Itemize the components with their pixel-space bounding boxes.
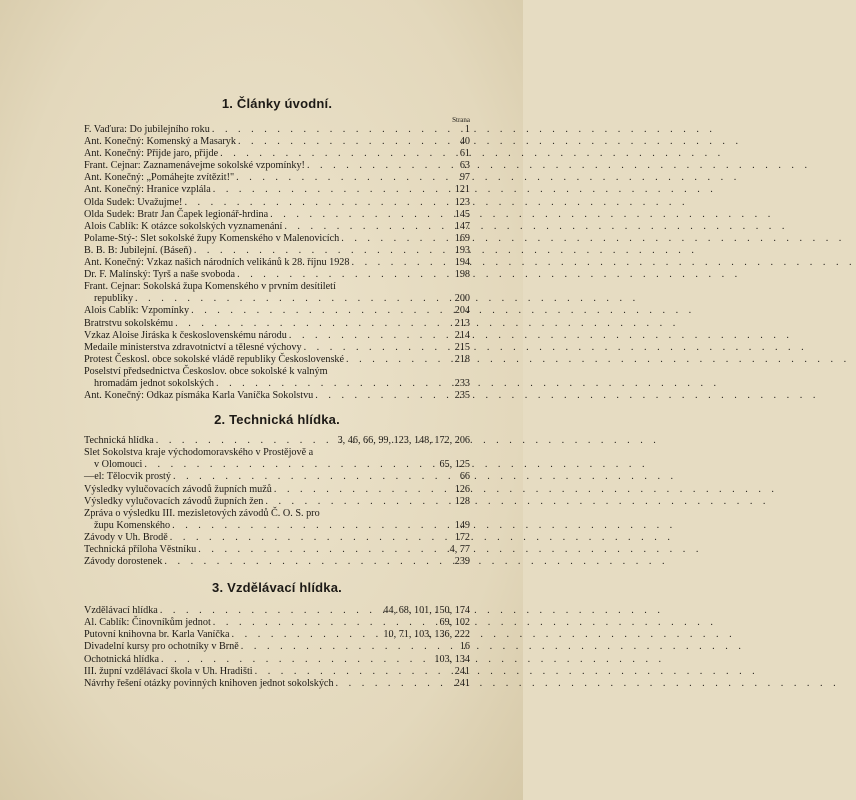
entry-title: hromadám jednot sokolských [94,377,214,389]
leader-dots [170,520,455,532]
entry-page: 241 [454,665,470,677]
toc-entry [84,184,470,196]
toc-entry [84,641,470,653]
toc-entry [84,471,470,483]
entry-title: Alois Cablík: Vzpomínky [84,305,190,317]
leader-dots [239,641,460,653]
entry-title: Medaile ministerstva zdravotnictví a tělesné výchovy [84,341,302,353]
entry-title: Protest Českosl. obce sokolské vládě republiky Československé [84,353,345,365]
entry-page: 218 [454,353,470,365]
entry-title: Ant. Konečný: Vzkaz našich národních velikánů k 28. říjnu 1928 [84,257,350,269]
entry-page: 69, 102 [439,617,470,629]
entry-page: 65, 125 [439,459,470,471]
entry-title: Putovní knihovna br. Karla Vaníčka [84,629,230,641]
leader-dots [344,354,455,366]
toc-entry [84,378,470,390]
entry-title: Divadelní kursy pro ochotníky v Brně [84,641,239,653]
toc-entry [84,330,470,342]
leader-dots [196,544,449,556]
entry-title: Technická hlídka [84,435,154,447]
entry-page: 61 [459,148,470,160]
entry-page: 145 [454,208,470,220]
entry-title: Alois Cablík: K otázce sokolských vyznamenání [84,220,283,232]
entry-title: Frant. Cejnar: Sokolská župa Komenského v prvním desítiletí [84,281,336,293]
leader-dots [305,160,460,172]
leader-dots [168,532,455,544]
entry-title: Ant. Konečný: Přijde jaro, přijde [84,148,219,160]
entry-title: Olda Sudek: Bratr Jan Čapek legionář-hrdina [84,208,269,220]
entry-title: F. Vaďura: Do jubilejního roku [84,124,210,135]
leader-dots [158,605,384,617]
toc-entry [84,496,470,508]
leader-dots [272,484,455,496]
leader-dots [263,496,454,508]
leader-dots [218,148,460,160]
entry-page: 4, 77 [449,544,470,555]
toc-entry [84,544,470,556]
toc-entry [84,484,470,496]
entry-title: Výsledky vylučovacích závodů župních žen [84,495,264,507]
toc-entry [84,257,470,269]
entry-title: Slet Sokolstva kraje východomoravského v Prostějově a [84,447,314,459]
toc-entry [84,678,470,690]
entry-page: 200 [454,293,470,305]
leader-dots [142,459,439,471]
leader-dots [287,330,455,342]
toc-entry [84,508,470,520]
section-1-entries [84,124,470,402]
leader-dots [159,654,434,666]
entry-page: 214 [454,329,470,341]
leader-dots [210,124,465,136]
toc-entry [84,293,470,305]
entry-page: 172 [454,531,470,543]
leader-dots [235,269,455,281]
entry-page: 215 [454,341,470,353]
leader-dots [302,342,455,354]
toc-entry [84,447,470,459]
leader-dots [334,678,455,690]
entry-page: 1 [464,124,470,135]
toc-entry [84,221,470,233]
section-3-entries [84,605,470,690]
entry-title: republiky [94,293,134,305]
entry-title: Výsledky vylučovacích závodů župních mužů [84,483,272,495]
entry-title: Návrhy řešení otázky povinných knihoven jednot sokolských [84,677,334,689]
leader-dots [192,245,455,257]
toc-entry [84,629,470,641]
entry-page: 235 [454,390,470,402]
leader-dots [268,209,455,221]
toc-entry [84,124,470,136]
section-title: 1. Články úvodní. [221,96,333,111]
leader-dots [236,136,460,148]
toc-entry [84,233,470,245]
section-title: 2. Technická hlídka. [214,412,340,428]
toc-entry [84,148,470,160]
entry-title: Ant. Konečný: „Pomáhejte zvítězit!" [84,172,235,184]
leader-dots [162,556,454,568]
entry-title: Zpráva o výsledku III. mezisletových závodů Č. O. S. pro [84,507,320,519]
toc-entry [84,532,470,544]
entry-title: Vzkaz Aloise Jiráska k československému národu [84,329,287,341]
toc-entry [84,666,470,678]
entry-page: 103, 134 [434,653,470,665]
entry-page: 121 [454,184,470,196]
leader-dots [234,172,460,184]
toc-entry [84,520,470,532]
entry-page: 241 [454,677,470,689]
entry-page: 128 [454,495,470,507]
entry-title: Závody dorostenek [84,556,163,568]
entry-page: 40 [459,136,470,148]
toc-entry [84,209,470,221]
entry-title: Závody v Uh. Brodě [84,531,168,543]
entry-title: III. župní vzdělávací škola v Uh. Hradišti [84,665,253,677]
leader-dots [282,221,454,233]
entry-title: Ant. Konečný: Komenský a Masaryk [84,136,236,148]
entry-page: 147 [454,220,470,232]
leader-dots [349,257,454,269]
entry-page: 198 [454,269,470,281]
entry-page: 3, 46, 66, 99, 123, 148, 172, 206 [337,435,470,447]
entry-title: Polame-Stý-: Slet sokolské župy Komenského v Malenovicích [84,232,340,244]
entry-page: 66 [459,471,470,483]
leader-dots [313,390,454,402]
leader-dots [214,378,455,390]
toc-entry [84,318,470,330]
toc-entry [84,281,470,293]
entry-title: Ant. Konečný: Odkaz písmáka Karla Vaníčka Sokolstvu [84,390,314,402]
leader-dots [154,435,338,447]
entry-page: 233 [454,377,470,389]
toc-entry [84,342,470,354]
leader-dots [211,184,455,196]
toc-entry [84,197,470,209]
entry-title: Ochotnická hlídka [84,653,159,665]
entry-title: župu Komenského [94,519,171,531]
entry-page: 10, 71, 103, 136, 222 [383,629,470,641]
toc-entry [84,459,470,471]
entry-page: 239 [454,556,470,568]
toc-entry [84,605,470,617]
entry-title: Vzdělávací hlídka [84,605,158,617]
entry-title: v Olomouci [94,459,143,471]
toc-entry [84,136,470,148]
entry-page: 63 [459,160,470,172]
toc-entry [84,354,470,366]
entry-page: 149 [454,519,470,531]
entry-page: 44, 68, 101, 150, 174 [383,605,470,617]
entry-page: 213 [454,317,470,329]
section-title: 3. Vzdělávací hlídka. [212,580,342,596]
leader-dots [182,197,454,209]
entry-page: 123 [454,196,470,208]
entry-page: 169 [454,232,470,244]
section-2-entries [84,435,470,568]
leader-dots [230,629,384,641]
entry-title: B. B. B: Jubilejní. (Báseň) [84,244,192,256]
toc-entry [84,654,470,666]
entry-page: 126 [454,483,470,495]
entry-page: 194 [454,257,470,269]
entry-title: Dr. F. Malínský: Tyrš a naše svoboda [84,269,236,281]
entry-title: Frant. Cejnar: Zaznamenávejme sokolské vzpomínky! [84,160,305,172]
toc-entry [84,617,470,629]
entry-title: —el: Tělocvik prostý [84,471,171,483]
leader-dots [171,471,460,483]
entry-title: Ant. Konečný: Hranice vzplála [84,184,211,196]
leader-dots [189,305,455,317]
toc-entry [84,556,470,568]
toc-entry [84,366,470,378]
leader-dots [339,233,455,245]
toc-entry [84,160,470,172]
entry-page: 193 [454,244,470,256]
leader-dots [211,617,440,629]
entry-page: 204 [454,305,470,317]
toc-entry [84,245,470,257]
entry-page: 97 [459,172,470,184]
page-column-header: Strana [452,116,470,124]
toc-entry [84,390,470,402]
entry-title: Poselství předsednictva Českoslov. obce sokolské k valným [84,365,328,377]
toc-entry [84,305,470,317]
entry-title: Technická příloha Věstníku [84,544,197,555]
entry-title: Bratrstvu sokolskému [84,317,174,329]
table-of-contents [84,96,470,690]
toc-entry [84,269,470,281]
leader-dots [133,293,455,305]
toc-entry [84,435,470,447]
entry-title: Al. Cablík: Činovníkům jednot [84,617,211,629]
leader-dots [253,666,455,678]
entry-page: 16 [459,641,470,653]
toc-entry [84,172,470,184]
entry-title: Olda Sudek: Uvažujme! [84,196,183,208]
leader-dots [173,318,455,330]
